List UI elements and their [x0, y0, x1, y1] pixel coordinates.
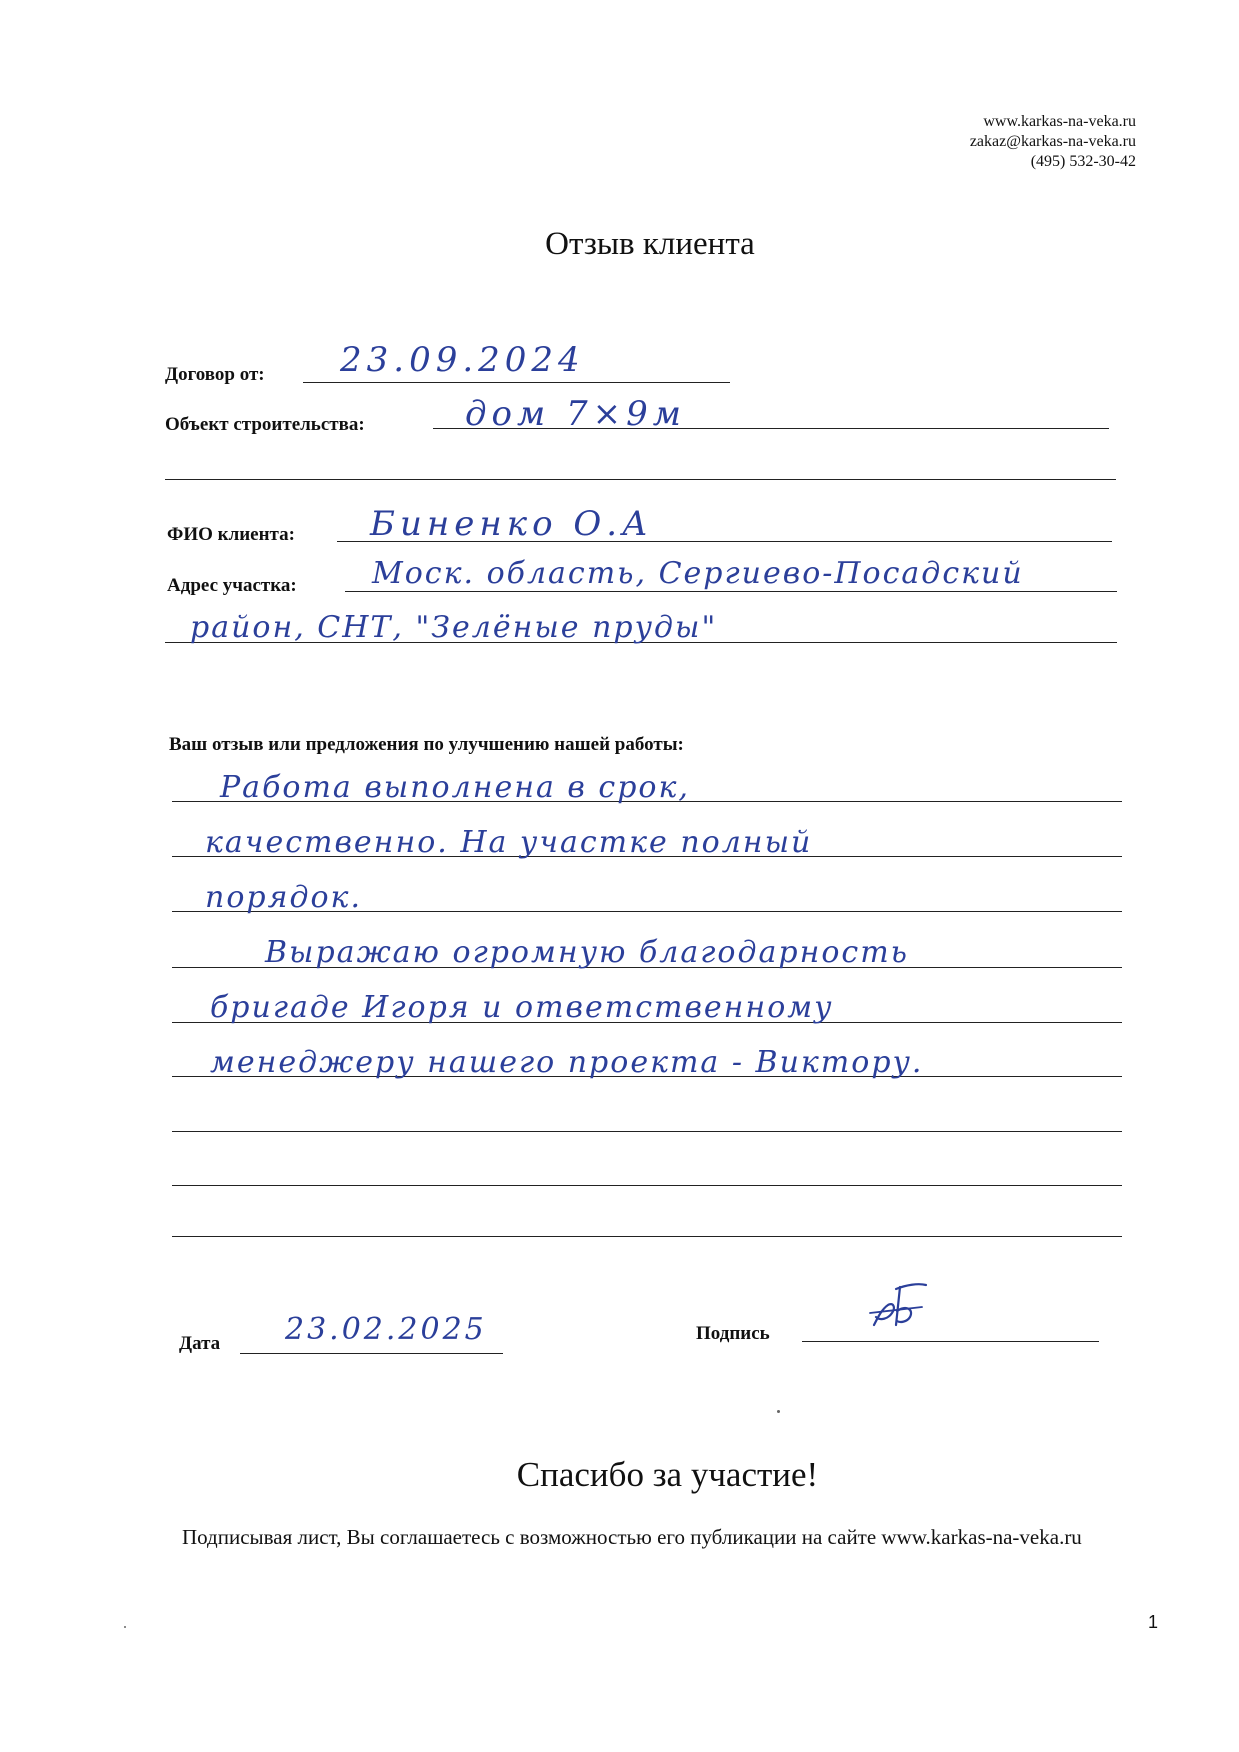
signature-line — [802, 1341, 1099, 1342]
thanks-heading: Спасибо за участие! — [516, 1455, 819, 1494]
address-line-1 — [345, 591, 1117, 592]
feedback-line-8 — [172, 1185, 1122, 1186]
phone-text: (495) 532-30-42 — [1030, 153, 1136, 170]
feedback-line-7 — [172, 1131, 1122, 1132]
object-label: Объект строительства: — [165, 414, 365, 435]
client-value: Биненко О.А — [370, 504, 653, 544]
address-label: Адрес участка: — [167, 575, 297, 596]
feedback-text-line-4: Выражаю огромную благодарность — [265, 935, 910, 970]
object-value: дом 7×9м — [465, 394, 686, 434]
feedback-text-line-2: качественно. На участке полный — [205, 825, 813, 860]
website-text: www.karkas-na-veka.ru — [983, 113, 1136, 130]
company-contacts — [970, 112, 1136, 172]
contract-line — [303, 382, 730, 383]
page-title: Отзыв клиента — [545, 226, 755, 262]
contract-value: 23.09.2024 — [340, 340, 585, 380]
feedback-text-line-3: порядок. — [205, 880, 362, 915]
date-line — [240, 1353, 503, 1354]
feedback-label: Ваш отзыв или предложения по улучшению нашей работы: — [169, 734, 684, 755]
feedback-text-line-5: бригаде Игоря и ответственному — [210, 990, 834, 1025]
feedback-text-line-6: менеджеру нашего проекта - Виктору. — [210, 1045, 924, 1080]
signature-mark — [866, 1277, 936, 1337]
object-line-2 — [165, 479, 1116, 480]
contract-label: Договор от: — [165, 364, 265, 385]
page-number: 1 — [1147, 1612, 1158, 1632]
consent-text: Подписывая лист, Вы соглашаетесь с возможностью его публикации на сайте www.karkas-na-veka.ru — [182, 1525, 1082, 1549]
signature-label: Подпись — [696, 1323, 770, 1344]
client-label: ФИО клиента: — [167, 524, 295, 545]
feedback-text-line-1: Работа выполнена в срок, — [220, 770, 690, 805]
address-value-line-1: Моск. область, Сергиево-Посадский — [372, 556, 1024, 591]
date-value: 23.02.2025 — [285, 1312, 487, 1347]
scan-speck — [124, 1626, 126, 1628]
address-value-line-2: район, СНТ, "Зелёные пруды" — [190, 610, 718, 645]
scan-speck — [777, 1410, 780, 1413]
feedback-line-9 — [172, 1236, 1122, 1237]
email-text: zakaz@karkas-na-veka.ru — [969, 133, 1136, 150]
date-label: Дата — [179, 1333, 221, 1354]
